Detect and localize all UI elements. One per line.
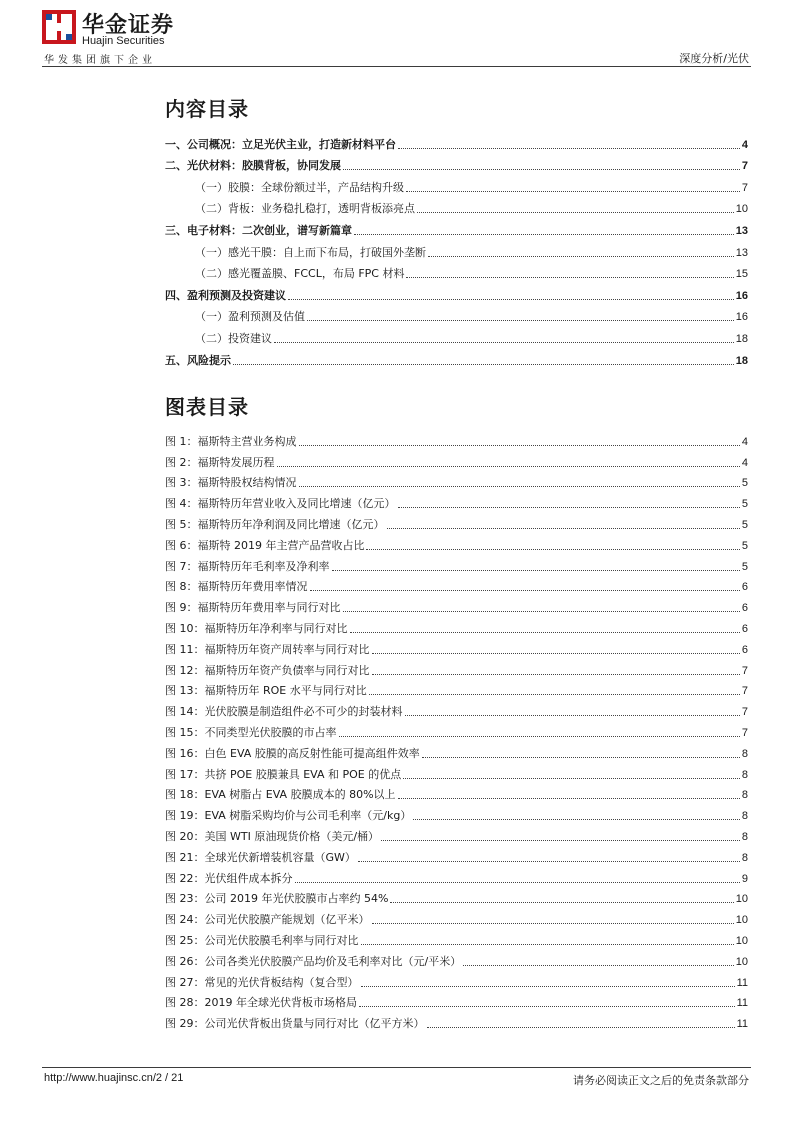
dot-leader: [366, 549, 739, 550]
figure-entry[interactable]: [165, 761, 748, 782]
entry-page-number: 11: [736, 1018, 748, 1031]
entry-page-number: 8: [741, 768, 748, 781]
page-header: [0, 0, 793, 72]
figure-entry[interactable]: [165, 574, 748, 595]
entry-label: 图 14：光伏胶膜是制造组件必不可少的封装材料: [165, 705, 403, 719]
entry-label: 图 11：福斯特历年资产周转率与同行对比: [165, 642, 370, 656]
entry-page-number: 11: [736, 997, 748, 1010]
dot-leader: [299, 486, 740, 487]
entry-page-number: 7: [741, 726, 748, 739]
dot-leader: [405, 715, 740, 716]
entry-page-number: 7: [741, 706, 748, 719]
figure-entry[interactable]: [165, 823, 748, 844]
figure-entry[interactable]: [165, 865, 748, 886]
entry-page-number: 5: [741, 539, 748, 552]
figure-entry[interactable]: [165, 449, 748, 470]
dot-leader: [359, 1006, 735, 1007]
figure-entry[interactable]: [165, 906, 748, 927]
dot-leader: [361, 944, 734, 945]
entry-page-number: 13: [735, 224, 748, 237]
entry-label: 图 3：福斯特股权结构情况: [165, 476, 297, 490]
toc-entry[interactable]: [165, 324, 748, 346]
entry-label: （一）盈利预测及估值: [195, 310, 305, 324]
brand-name-en: Huajin Securities: [82, 35, 165, 47]
footer-divider: [42, 1067, 751, 1068]
figure-entry[interactable]: [165, 844, 748, 865]
dot-leader: [274, 342, 734, 343]
dot-leader: [398, 798, 740, 799]
figure-entry[interactable]: [165, 782, 748, 803]
entry-page-number: 15: [735, 268, 748, 281]
figure-entry[interactable]: [165, 636, 748, 657]
figure-entry[interactable]: [165, 553, 748, 574]
huajin-logo-icon: [42, 10, 76, 44]
entry-label: 三、电子材料：二次创业，谱写新篇章: [165, 223, 352, 237]
entry-page-number: 10: [735, 934, 748, 947]
figure-entry[interactable]: [165, 678, 748, 699]
group-tagline: 华发集团旗下企业: [44, 55, 156, 66]
dot-leader: [372, 674, 740, 675]
entry-page-number: 6: [741, 622, 748, 635]
entry-label: 图 9：福斯特历年费用率与同行对比: [165, 601, 341, 615]
toc-entry[interactable]: [165, 281, 748, 303]
figure-entry[interactable]: [165, 927, 748, 948]
footer-disclaimer: 请务必阅读正文之后的免责条款部分: [573, 1074, 749, 1087]
entry-label: 图 28：2019 年全球光伏背板市场格局: [165, 996, 357, 1010]
report-type: 深度分析/光伏: [679, 52, 749, 65]
entry-page-number: 13: [735, 246, 748, 259]
figure-entry[interactable]: [165, 948, 748, 969]
dot-leader: [403, 778, 740, 779]
dot-leader: [372, 653, 740, 654]
figure-list: [165, 428, 748, 1031]
entry-label: 图 2：福斯特发展历程: [165, 455, 275, 469]
toc-list: [165, 130, 748, 368]
header-divider: [42, 66, 751, 67]
entry-label: （二）背板：业务稳扎稳打，透明背板添亮点: [195, 202, 415, 216]
entry-page-number: 5: [741, 498, 748, 511]
entry-label: 图 17：共挤 POE 胶膜兼具 EVA 和 POE 的优点: [165, 767, 402, 781]
dot-leader: [372, 923, 734, 924]
entry-page-number: 16: [735, 289, 748, 302]
figure-entry[interactable]: [165, 990, 748, 1011]
dot-leader: [427, 1027, 735, 1028]
entry-label: 图 4：福斯特历年营业收入及同比增速（亿元）: [165, 497, 396, 511]
entry-page-number: 7: [741, 685, 748, 698]
dot-leader: [288, 299, 734, 300]
entry-label: 图 15：不同类型光伏胶膜的市占率: [165, 725, 337, 739]
dot-leader: [381, 840, 740, 841]
dot-leader: [463, 965, 734, 966]
entry-page-number: 18: [735, 354, 748, 367]
entry-label: （一）感光干膜：自上而下布局，打破国外垄断: [195, 245, 426, 259]
entry-label: 图 7：福斯特历年毛利率及净利率: [165, 559, 330, 573]
entry-page-number: 7: [741, 160, 748, 173]
entry-page-number: 10: [735, 914, 748, 927]
toc-entry[interactable]: [165, 303, 748, 325]
dot-leader: [390, 902, 733, 903]
entry-page-number: 6: [741, 643, 748, 656]
entry-label: 图 8：福斯特历年费用率情况: [165, 580, 308, 594]
entry-page-number: 10: [735, 955, 748, 968]
footer-url: http://www.huajinsc.cn/2 / 21: [44, 1072, 184, 1084]
dot-leader: [417, 212, 734, 213]
entry-page-number: 6: [741, 581, 748, 594]
entry-page-number: 4: [741, 435, 748, 448]
entry-label: 图 1：福斯特主营业务构成: [165, 434, 297, 448]
entry-label: 图 25：公司光伏胶膜毛利率与同行对比: [165, 933, 359, 947]
entry-page-number: 18: [735, 332, 748, 345]
dot-leader: [277, 466, 740, 467]
entry-page-number: 7: [741, 181, 748, 194]
entry-label: （二）感光覆盖膜、FCCL，布局 FPC 材料: [195, 267, 405, 281]
entry-label: 图 26：公司各类光伏胶膜产品均价及毛利率对比（元/平米）: [165, 954, 462, 968]
figure-entry[interactable]: [165, 886, 748, 907]
dot-leader: [358, 861, 740, 862]
entry-label: 图 10：福斯特历年净利率与同行对比: [165, 621, 348, 635]
entry-label: 图 20：美国 WTI 原油现货价格（美元/桶）: [165, 829, 380, 843]
dot-leader: [339, 736, 740, 737]
entry-page-number: 10: [735, 203, 748, 216]
entry-page-number: 4: [741, 456, 748, 469]
entry-page-number: 5: [741, 518, 748, 531]
dot-leader: [406, 191, 740, 192]
entry-label: 图 23：公司 2019 年光伏胶膜市占率约 54%: [165, 892, 389, 906]
dot-leader: [343, 611, 740, 612]
entry-label: 图 22：光伏组件成本拆分: [165, 871, 293, 885]
entry-label: 图 21：全球光伏新增装机容量（GW）: [165, 850, 356, 864]
entry-page-number: 6: [741, 602, 748, 615]
toc-entry[interactable]: [165, 238, 748, 260]
figure-entry[interactable]: [165, 532, 748, 553]
entry-label: 二、光伏材料：胶膜背板，协同发展: [165, 159, 341, 173]
figure-entry[interactable]: [165, 698, 748, 719]
dot-leader: [422, 757, 740, 758]
dot-leader: [398, 148, 740, 149]
entry-page-number: 5: [741, 477, 748, 490]
figure-entry[interactable]: [165, 428, 748, 449]
entry-label: 图 19：EVA 树脂采购均价与公司毛利率（元/kg）: [165, 809, 412, 823]
entry-label: 图 13：福斯特历年 ROE 水平与同行对比: [165, 684, 367, 698]
dot-leader: [350, 632, 740, 633]
entry-page-number: 8: [741, 789, 748, 802]
dot-leader: [299, 445, 740, 446]
dot-leader: [406, 277, 733, 278]
figure-entry[interactable]: [165, 490, 748, 511]
dot-leader: [310, 590, 740, 591]
dot-leader: [354, 234, 734, 235]
entry-page-number: 8: [741, 830, 748, 843]
dot-leader: [361, 986, 735, 987]
dot-leader: [307, 320, 734, 321]
entry-label: 图 18：EVA 树脂占 EVA 胶膜成本的 80%以上: [165, 788, 396, 802]
figure-list-title: 图表目录: [165, 395, 249, 419]
entry-page-number: 8: [741, 851, 748, 864]
toc-entry[interactable]: [165, 130, 748, 152]
toc-entry[interactable]: [165, 195, 748, 217]
entry-page-number: 16: [735, 311, 748, 324]
figure-entry[interactable]: [165, 802, 748, 823]
entry-label: （一）胶膜：全球份额过半，产品结构升级: [195, 180, 404, 194]
entry-page-number: 11: [736, 976, 748, 989]
toc-entry[interactable]: [165, 152, 748, 174]
figure-entry[interactable]: [165, 1010, 748, 1031]
figure-entry[interactable]: [165, 511, 748, 532]
entry-page-number: 4: [741, 138, 748, 151]
toc-entry[interactable]: [165, 173, 748, 195]
figure-entry[interactable]: [165, 615, 748, 636]
entry-label: 图 5：福斯特历年净利润及同比增速（亿元）: [165, 517, 385, 531]
entry-page-number: 10: [735, 893, 748, 906]
toc-entry[interactable]: [165, 346, 748, 368]
figure-entry[interactable]: [165, 719, 748, 740]
entry-label: 一、公司概况：立足光伏主业，打造新材料平台: [165, 137, 396, 151]
figure-entry[interactable]: [165, 969, 748, 990]
dot-leader: [428, 256, 734, 257]
entry-label: 图 16：白色 EVA 胶膜的高反射性能可提高组件效率: [165, 746, 420, 760]
dot-leader: [343, 169, 740, 170]
entry-label: （二）投资建议: [195, 331, 272, 345]
figure-entry[interactable]: [165, 594, 748, 615]
entry-page-number: 8: [741, 747, 748, 760]
entry-page-number: 9: [741, 872, 748, 885]
entry-page-number: 7: [741, 664, 748, 677]
entry-label: 图 27：常见的光伏背板结构（复合型）: [165, 975, 359, 989]
dot-leader: [295, 882, 740, 883]
entry-label: 图 6：福斯特 2019 年主营产品营收占比: [165, 538, 365, 552]
entry-page-number: 8: [741, 810, 748, 823]
dot-leader: [387, 528, 740, 529]
figure-entry[interactable]: [165, 740, 748, 761]
figure-entry[interactable]: [165, 657, 748, 678]
entry-label: 五、风险提示: [165, 353, 231, 367]
dot-leader: [398, 507, 740, 508]
entry-label: 图 12：福斯特历年资产负债率与同行对比: [165, 663, 370, 677]
entry-label: 图 24：公司光伏胶膜产能规划（亿平米）: [165, 913, 370, 927]
toc-entry[interactable]: [165, 216, 748, 238]
entry-page-number: 5: [741, 560, 748, 573]
figure-entry[interactable]: [165, 470, 748, 491]
dot-leader: [332, 570, 740, 571]
dot-leader: [369, 694, 740, 695]
entry-label: 图 29：公司光伏背板出货量与同行对比（亿平方米）: [165, 1017, 425, 1031]
entry-label: 四、盈利预测及投资建议: [165, 288, 286, 302]
brand-name-cn: 华金证券: [82, 13, 175, 38]
toc-entry[interactable]: [165, 260, 748, 282]
dot-leader: [233, 364, 734, 365]
dot-leader: [413, 819, 740, 820]
toc-title: 内容目录: [165, 97, 249, 121]
